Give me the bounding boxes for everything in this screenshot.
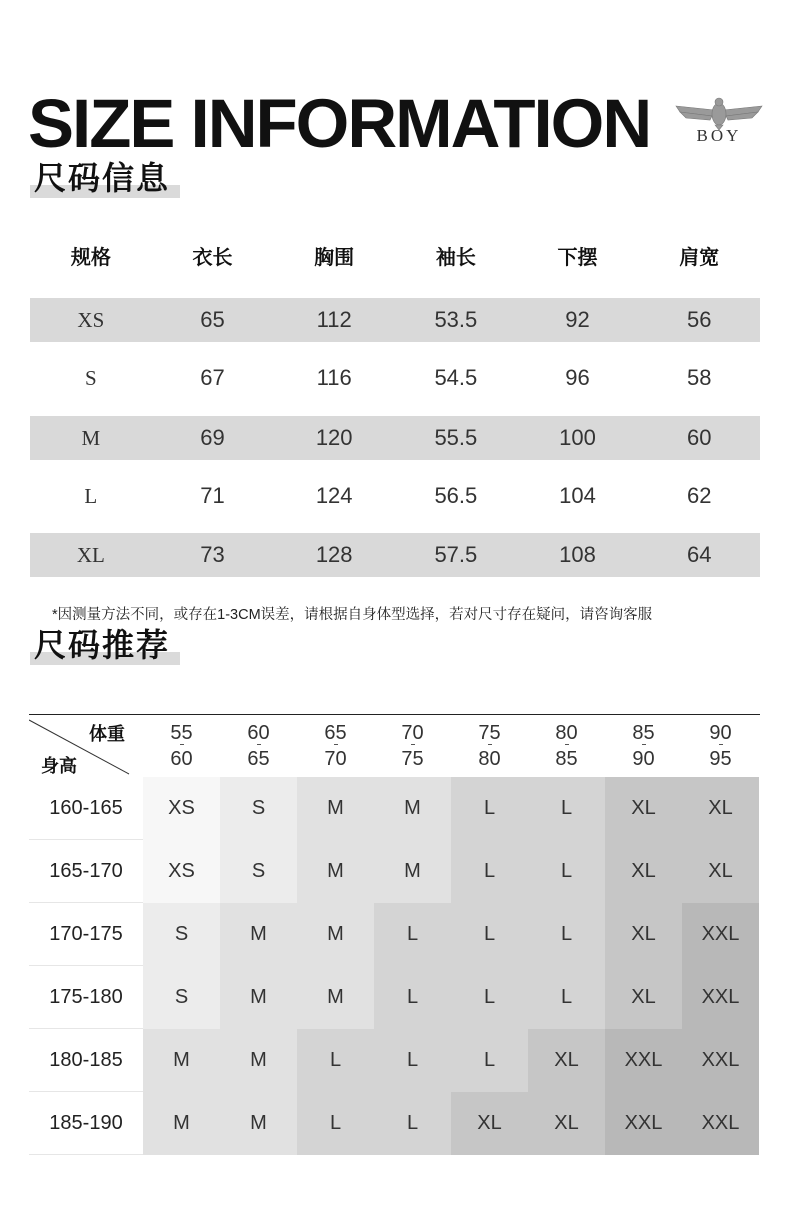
measurement-cell: 54.5 <box>434 365 478 390</box>
measurement-cell: 58 <box>686 365 712 390</box>
recommended-size-cell: M <box>297 777 374 840</box>
section-title-size-recommendation: 尺码推荐 <box>30 625 180 665</box>
weight-max: 80 <box>478 748 501 770</box>
recommended-size-cell: S <box>220 840 297 903</box>
column-header: 肩宽 <box>679 247 720 269</box>
measurement-cell: 64 <box>686 542 712 567</box>
range-dash <box>719 744 723 745</box>
section-title-size-info: 尺码信息 <box>30 158 180 198</box>
column-header: 下摆 <box>557 247 598 269</box>
measurement-cell: 104 <box>559 483 596 508</box>
weight-range-header <box>682 720 759 772</box>
measurement-cell: 128 <box>315 542 353 567</box>
weight-max: 90 <box>632 748 655 770</box>
table-row <box>30 474 760 518</box>
recommended-size-cell: XXL <box>682 1092 759 1155</box>
range-dash <box>180 744 184 745</box>
measurement-cell: 69 <box>200 425 225 450</box>
logo-text: BOY <box>696 126 742 145</box>
row-divider <box>29 1154 143 1155</box>
measurement-note: *因测量方法不同，或存在1-3CM误差，请根据自身体型选择，若对尺寸存在疑问，请咨询客服 <box>52 607 653 623</box>
weight-min: 80 <box>555 722 578 744</box>
weight-range-header <box>220 720 297 772</box>
recommended-size-cell: L <box>374 966 451 1029</box>
measurement-cell: 57.5 <box>434 542 478 567</box>
recommended-size-cell: XL <box>605 903 682 966</box>
recommended-size-cell: XXL <box>682 903 759 966</box>
table-row <box>30 533 760 577</box>
table-row <box>30 356 760 400</box>
recommended-size-cell: XL <box>451 1092 528 1155</box>
weight-min: 90 <box>709 722 732 744</box>
weight-min: 85 <box>632 722 655 744</box>
recommended-size-cell: S <box>143 903 220 966</box>
weight-min: 70 <box>401 722 424 744</box>
measurement-cell: 65 <box>200 307 225 332</box>
recommended-size-cell: XL <box>605 840 682 903</box>
weight-range-header <box>451 720 528 772</box>
recommended-size-cell: L <box>374 903 451 966</box>
recommended-size-cell: L <box>374 1029 451 1092</box>
weight-label: 体重 <box>89 724 125 744</box>
size-table-header <box>30 236 760 280</box>
recommended-size-cell: L <box>528 840 605 903</box>
recommended-size-cell: L <box>528 903 605 966</box>
size-label: XL <box>76 543 105 567</box>
measurement-cell: 108 <box>559 542 596 567</box>
range-dash <box>488 744 492 745</box>
weight-max: 65 <box>247 748 270 770</box>
weight-max: 95 <box>709 748 732 770</box>
column-header: 衣长 <box>192 247 233 269</box>
recommended-size-cell: M <box>220 966 297 1029</box>
recommended-size-cell: M <box>220 1029 297 1092</box>
measurement-cell: 100 <box>559 425 596 450</box>
recommended-size-cell: XL <box>528 1029 605 1092</box>
recommended-size-cell: L <box>451 777 528 840</box>
height-label: 身高 <box>41 756 77 776</box>
height-range-label: 160-165 <box>49 797 123 819</box>
measurement-cell: 56 <box>686 307 712 332</box>
corner-header <box>29 714 143 777</box>
weight-range-header <box>605 720 682 772</box>
measurement-cell: 62 <box>686 483 712 508</box>
measurement-cell: 92 <box>565 307 590 332</box>
recommended-size-cell: M <box>143 1029 220 1092</box>
weight-max: 75 <box>401 748 424 770</box>
recommended-size-cell: S <box>220 777 297 840</box>
recommended-size-cell: XL <box>682 777 759 840</box>
recommended-size-cell: L <box>297 1029 374 1092</box>
weight-max: 60 <box>170 748 193 770</box>
height-range-label: 185-190 <box>49 1112 123 1134</box>
height-range-label: 180-185 <box>49 1049 123 1071</box>
size-label: M <box>81 426 101 450</box>
recommended-size-cell: L <box>528 966 605 1029</box>
size-recommendation-grid <box>29 714 760 1158</box>
table-row <box>30 416 760 460</box>
size-label: L <box>84 484 98 508</box>
weight-range-header <box>297 720 374 772</box>
eagle-icon <box>674 96 764 130</box>
recommended-size-cell: M <box>297 840 374 903</box>
recommended-size-cell: M <box>297 903 374 966</box>
weight-max: 70 <box>324 748 347 770</box>
recommended-size-cell: L <box>374 1092 451 1155</box>
recommended-size-cell: L <box>451 966 528 1029</box>
weight-max: 85 <box>555 748 578 770</box>
recommended-size-cell: XS <box>143 840 220 903</box>
weight-min: 65 <box>324 722 347 744</box>
weight-range-header <box>528 720 605 772</box>
table-row <box>30 298 760 342</box>
recommended-size-cell: XXL <box>682 966 759 1029</box>
weight-min: 75 <box>478 722 501 744</box>
measurement-cell: 55.5 <box>434 425 478 450</box>
recommended-size-cell: M <box>374 777 451 840</box>
measurement-cell: 67 <box>200 365 225 390</box>
recommended-size-cell: XL <box>528 1092 605 1155</box>
recommended-size-cell: M <box>143 1092 220 1155</box>
recommended-size-cell: M <box>220 1092 297 1155</box>
recommended-size-cell: XXL <box>605 1029 682 1092</box>
height-range-label: 175-180 <box>49 986 123 1008</box>
recommended-size-cell: L <box>451 903 528 966</box>
measurement-cell: 56.5 <box>434 483 478 508</box>
height-range-label: 165-170 <box>49 860 123 882</box>
recommended-size-cell: M <box>297 966 374 1029</box>
measurement-cell: 60 <box>686 425 712 450</box>
recommended-size-cell: L <box>297 1092 374 1155</box>
page-title: SIZE INFORMATION <box>28 85 651 162</box>
brand-logo <box>674 96 764 152</box>
range-dash <box>642 744 646 745</box>
measurement-cell: 116 <box>316 365 352 390</box>
recommended-size-cell: XL <box>682 840 759 903</box>
recommended-size-cell: XS <box>143 777 220 840</box>
weight-range-header <box>143 720 220 772</box>
range-dash <box>334 744 338 745</box>
range-dash <box>257 744 261 745</box>
recommended-size-cell: L <box>451 840 528 903</box>
height-range-label: 170-175 <box>49 923 123 945</box>
weight-range-header <box>374 720 451 772</box>
weight-min: 60 <box>247 722 270 744</box>
recommended-size-cell: XXL <box>605 1092 682 1155</box>
measurement-cell: 71 <box>200 483 225 508</box>
recommended-size-cell: L <box>451 1029 528 1092</box>
measurement-cell: 120 <box>315 425 353 450</box>
size-label: S <box>84 366 97 390</box>
measurement-cell: 112 <box>316 307 352 332</box>
recommended-size-cell: XL <box>605 966 682 1029</box>
column-header: 胸围 <box>314 247 355 269</box>
recommended-size-cell: XXL <box>682 1029 759 1092</box>
range-dash <box>411 744 415 745</box>
range-dash <box>565 744 569 745</box>
measurement-cell: 73 <box>200 542 225 567</box>
measurement-cell: 124 <box>315 483 353 508</box>
column-header: 规格 <box>70 247 111 269</box>
size-label: XS <box>77 308 105 332</box>
measurement-cell: 53.5 <box>434 307 478 332</box>
recommended-size-cell: L <box>528 777 605 840</box>
recommended-size-cell: S <box>143 966 220 1029</box>
recommended-size-cell: M <box>220 903 297 966</box>
weight-min: 55 <box>170 722 193 744</box>
column-header: 袖长 <box>435 247 476 269</box>
measurement-cell: 96 <box>565 365 590 390</box>
recommended-size-cell: M <box>374 840 451 903</box>
recommended-size-cell: XL <box>605 777 682 840</box>
